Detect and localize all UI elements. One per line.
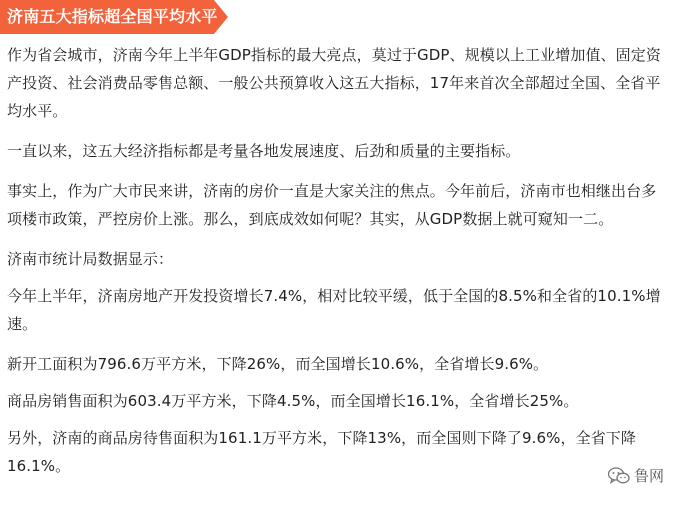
paragraph-sales-area: 商品房销售面积为603.4万平方米，下降4.5%，而全国增长16.1%，全省增长25%。 — [7, 392, 579, 410]
paragraph-inventory: 另外，济南的商品房待售面积为161.1万平方米，下降13%，而全国则下降了9.6%，全省下降16.1%。 — [7, 429, 636, 475]
paragraph-indicators: 一直以来，这五大经济指标都是考量各地发展速度、后劲和质量的主要指标。 — [7, 142, 521, 160]
paragraph-housing: 事实上，作为广大市民来讲，济南的房价一直是大家关注的焦点。今年前后，济南市也相继出台多项楼市政策，严控房价上涨。那么，到底成效如何呢？其实，从GDP数据上就可窥知一二。 — [7, 182, 657, 228]
paragraph-stats-source: 济南市统计局数据显示： — [7, 250, 174, 268]
paragraph-intro: 作为省会城市，济南今年上半年GDP指标的最大亮点，莫过于GDP、规模以上工业增加值、固定资产投资、社会消费品零售总额、一般公共预算收入这五大指标，17年来首次全部超过全国、全省平均水平。 — [7, 46, 661, 120]
page-title: 济南五大指标超全国平均水平 — [7, 7, 218, 26]
paragraph-investment: 今年上半年，济南房地产开发投资增长7.4%，相对比较平缓，低于全国的8.5%和全省的10.1%增速。 — [7, 287, 661, 333]
wechat-icon — [608, 467, 630, 485]
article-body — [7, 41, 671, 492]
watermark-label: 鲁网 — [633, 467, 664, 485]
source-watermark — [608, 465, 664, 486]
paragraph-new-construction: 新开工面积为796.6万平方米，下降26%，而全国增长10.6%，全省增长9.6%。 — [7, 355, 549, 373]
